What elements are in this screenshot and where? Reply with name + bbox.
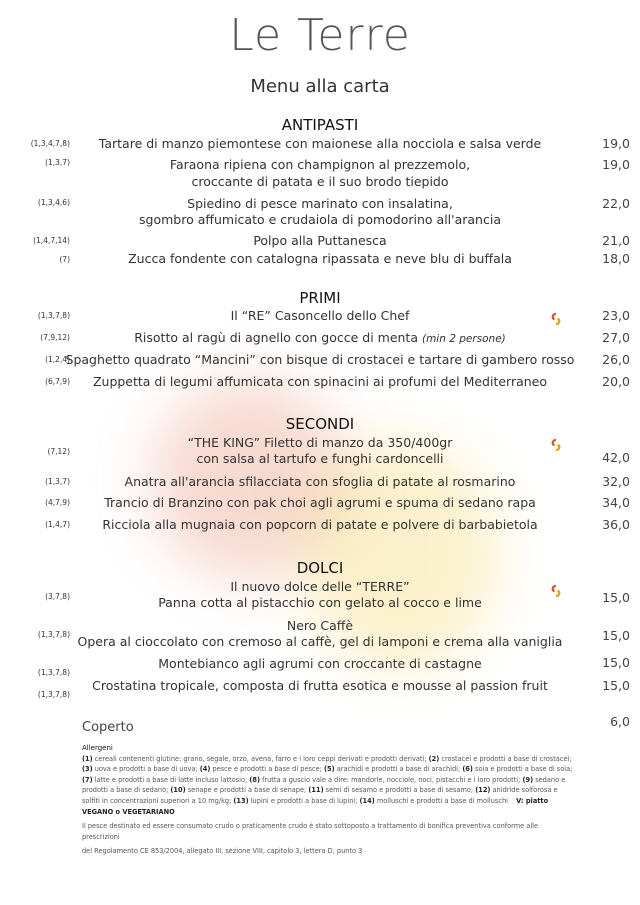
- coperto-label: Coperto: [82, 720, 134, 735]
- allergen-number: (14): [359, 796, 375, 805]
- dish-price: 23,0: [602, 308, 630, 323]
- allergen-number: (7): [82, 775, 93, 784]
- dish-description: Faraona ripiena con champignon al prezzemolo,: [169, 157, 471, 172]
- allergen-number: (13): [233, 796, 249, 805]
- dish-allergens: (7): [59, 255, 70, 264]
- dish-allergens: (6,7,9): [45, 377, 70, 386]
- allergen-number: (3): [82, 765, 93, 774]
- allergen-number: (4): [199, 765, 211, 774]
- allergens-title: Allergeni: [82, 744, 113, 752]
- menu-subtitle: Menu alla carta: [250, 76, 390, 97]
- allergen-text: sedano e prodotti a base di sedano;: [82, 775, 566, 795]
- dish-allergens: (7,12): [47, 447, 70, 456]
- allergens-list: [82, 754, 577, 818]
- allergen-number: (9): [522, 775, 534, 784]
- signature-swirl-icon: [549, 437, 563, 451]
- signature-swirl-icon: [549, 311, 563, 325]
- allergen-number: (8): [249, 775, 260, 784]
- allergen-number: (11): [308, 786, 324, 795]
- allergen-text: senape e prodotti a base di senape;: [185, 786, 309, 795]
- dish-description: Tartare di manzo piemontese con maionese alla nocciola e salsa verde: [98, 136, 542, 151]
- dish-description: Opera al cioccolato con cremoso al caffè, gel di lamponi e crema alla vaniglia: [77, 634, 563, 649]
- dish-allergens: (1,3,7): [45, 477, 70, 486]
- dish-description: sgombro affumicato e crudaiola di pomodorino all'arancia: [139, 212, 501, 227]
- allergen-number: (2): [428, 754, 440, 763]
- allergen-text: soia e prodotti a base di soia;: [472, 765, 573, 774]
- section-title: DOLCI: [296, 559, 344, 577]
- dish-price: 15,0: [602, 678, 630, 693]
- dish-allergens: (1,4,7,14): [33, 236, 70, 245]
- dish-price: 32,0: [602, 474, 630, 489]
- allergen-number: (1): [82, 754, 93, 763]
- restaurant-logo: Le Terre: [229, 10, 411, 61]
- dish-price: 20,0: [602, 374, 630, 389]
- dish-allergens: (1,3,4,7,8): [30, 139, 70, 148]
- dish-note: (min 2 persone): [421, 333, 506, 345]
- allergen-number: (12): [475, 786, 491, 795]
- allergens-note: [82, 743, 577, 861]
- dish-description: Risotto al ragù di agnello con gocce di menta (min 2 persone): [134, 330, 506, 345]
- dish-description: Panna cotta al pistacchio con gelato al cocco e lime: [158, 595, 482, 610]
- allergen-text: lupini e prodotti a base di lupini;: [248, 796, 360, 805]
- allergen-text: frutta a guscio vale a dire: mandorle, nocciole, noci, pistacchi e i loro prodotti;: [259, 775, 523, 784]
- dish-description: Nero Caffè: [286, 618, 354, 633]
- dish-allergens: (1,3,4,6): [37, 198, 70, 207]
- section-title: SECONDI: [285, 415, 355, 433]
- dish-description: Il nuovo dolce delle “TERRE”: [230, 579, 410, 594]
- dish-allergens: (1,3,7,8): [37, 630, 70, 639]
- dish-description: Il “RE” Casoncello dello Chef: [230, 308, 410, 323]
- dish-description: Crostatina tropicale, composta di frutta esotica e mousse al passion fruit: [92, 678, 548, 693]
- dish-price: 19,0: [602, 157, 630, 172]
- allergen-text: anidride solforosa e solfiti in concentrazioni superiori a 10 mg/kg;: [82, 786, 558, 805]
- dish-description: Montebianco agli agrumi con croccante di castagne: [158, 656, 482, 671]
- dish-price: 18,0: [602, 251, 630, 266]
- allergen-number: (10): [170, 786, 186, 795]
- allergen-text: molluschi e prodotti a base di molluschi: [374, 796, 511, 805]
- dish-description: Anatra all'arancia sfilacciata con sfoglia di patate al rosmarino: [124, 474, 516, 489]
- dish-price: 21,0: [602, 233, 630, 248]
- dish-allergens: (1,4,7): [45, 520, 70, 529]
- dish-allergens: (1,2,4): [45, 355, 70, 364]
- allergen-text: latte e prodotti a base di latte incluso lattosio;: [92, 775, 250, 784]
- dish-price: 27,0: [602, 330, 630, 345]
- fish-note-2: del Regolamento CE 853/2004, allegato III, sezione VIII, capitolo 3, lettera D, punto 3: [82, 847, 363, 856]
- dish-allergens: (7,9,12): [40, 333, 70, 342]
- allergen-text: cereali contenenti glutine: grano, segale, orzo, avena, farro e i loro ceppi derivati e prodotti derivati;: [92, 754, 429, 763]
- dish-price: 19,0: [602, 136, 630, 151]
- dish-description: Spaghetto quadrato “Mancini” con bisque di crostacei e tartare di gambero rosso: [65, 352, 575, 367]
- allergen-number: (5): [323, 765, 335, 774]
- dish-allergens: (3,7,8): [45, 592, 70, 601]
- allergen-text: arachidi e prodotti a base di arachidi;: [334, 765, 463, 774]
- dish-description: croccante di patata e il suo brodo tiepido: [191, 174, 449, 189]
- coperto-price: 6,0: [610, 714, 630, 729]
- dish-description: con salsa al tartufo e funghi cardoncelli: [196, 451, 444, 466]
- vegan-legend: V: piatto VEGANO o VEGETARIANO: [82, 796, 549, 816]
- dish-description: Ricciola alla mugnaia con popcorn di patate e polvere di barbabietola: [102, 517, 538, 532]
- dish-price: 26,0: [602, 352, 630, 367]
- dish-price: 15,0: [602, 655, 630, 670]
- dish-price: 22,0: [602, 196, 630, 211]
- section-title: ANTIPASTI: [281, 116, 359, 134]
- dish-description: Zuppetta di legumi affumicata con spinacini ai profumi del Mediterraneo: [92, 374, 548, 389]
- allergen-text: crostacei e prodotti a base di crostacei;: [439, 754, 572, 763]
- allergen-text: semi di sesamo e prodotti a base di sesamo;: [323, 786, 476, 795]
- allergen-text: uova e prodotti a base di uova;: [92, 765, 200, 774]
- signature-swirl-icon: [549, 583, 563, 597]
- dish-description: Polpo alla Puttanesca: [253, 233, 387, 248]
- dish-price: 15,0: [602, 628, 630, 643]
- fish-note-1: Il pesce destinato ed essere consumato crudo o praticamente crudo è stato sottoposto a trattamento di bonifica preventiva conforme alle prescrizioni: [82, 822, 539, 841]
- dish-price: 15,0: [602, 590, 630, 605]
- dish-price: 36,0: [602, 517, 630, 532]
- dish-price: 34,0: [602, 495, 630, 510]
- dish-price: 42,0: [602, 450, 630, 465]
- dish-description: Trancio di Branzino con pak choi agli agrumi e spuma di sedano rapa: [104, 495, 536, 510]
- allergen-text: pesce e prodotti a base di pesce;: [210, 765, 324, 774]
- dish-description: “THE KING” Filetto di manzo da 350/400gr: [187, 435, 453, 450]
- section-title: PRIMI: [299, 289, 341, 307]
- dish-allergens: (1,3,7,8): [37, 690, 70, 699]
- dish-allergens: (1,3,7,8): [37, 311, 70, 320]
- dish-description: Zucca fondente con catalogna ripassata e neve blu di buffala: [128, 251, 512, 266]
- dish-allergens: (4,7,9): [45, 498, 70, 507]
- dish-description: Spiedino di pesce marinato con insalatina,: [187, 196, 453, 211]
- allergen-number: (6): [462, 765, 473, 774]
- dish-allergens: (1,3,7,8): [37, 668, 70, 677]
- dish-allergens: (1,3,7): [45, 158, 70, 167]
